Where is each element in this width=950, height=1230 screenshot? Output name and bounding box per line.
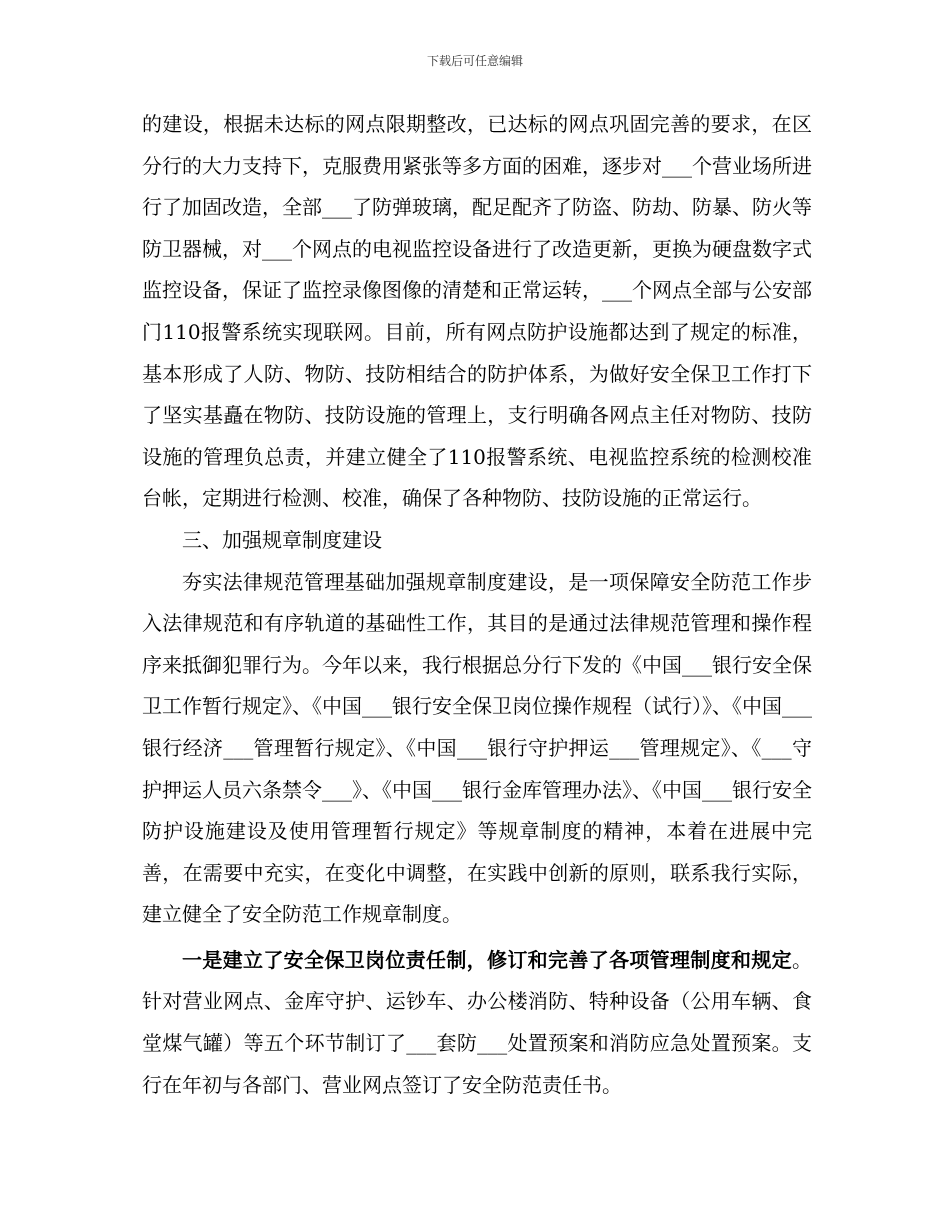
paragraph-responsibility-body: 。针对营业网点、金库守护、运钞车、办公楼消防、特种设备（公用车辆、食堂煤气罐）等五个环节制订了___套防___处置预案和消防应急处置预案。支行在年初与各部门、营业网点签订了安全防范责任书。 [142, 947, 812, 1097]
page-header: 下载后可任意编辑 [426, 54, 523, 68]
paragraph-responsibility-lead: 一是建立了安全保卫岗位责任制，修订和完善了各项管理制度和规定 [182, 947, 792, 972]
paragraph-facilities: 的建设，根据未达标的网点限期整改，已达标的网点巩固完善的要求，在区分行的大力支持下，克服费用紧张等多方面的困难，逐步对___个营业场所进行了加固改造，全部___了防弹玻璃，配足配齐了防盗、防劫、防暴、防火等防卫器械，对___个网点的电视监控设备进行了改造更新，更换为硬盘数字式监控设备，保证了监控录像图像的清楚和正常运转，___个网点全部与公安部门110报警系统实现联网。目前，所有网点防护设施都达到了规定的标准，基本形成了人防、物防、技防相结合的防护体系，为做好安全保卫工作打下了坚实基矗在物防、技防设施的管理上，支行明确各网点主任对物防、技防设施的管理负总责，并建立健全了110报警系统、电视监控系统的检测校准台帐，定期进行检测、校准，确保了各种物防、技防设施的正常运行。 [142, 112, 812, 511]
paragraph-responsibility [142, 940, 812, 1106]
section-heading-3: 三、加强规章制度建设 [182, 527, 382, 552]
paragraph-regulations: 夯实法律规范管理基础加强规章制度建设，是一项保障安全防范工作步入法律规范和有序轨道的基础性工作，其目的是通过法律规范管理和操作程序来抵御犯罪行为。今年以来，我行根据总分行下发的《中国___银行安全保卫工作暂行规定》、《中国___银行安全保卫岗位操作规程（试行）》、《中国___银行经济___管理暂行规定》、《中国___银行守护押运___管理规定》、《___守护押运人员六条禁令___》、《中国___银行金库管理办法》、《中国___银行安全防护设施建设及使用管理暂行规定》等规章制度的精神，本着在进展中完善，在需要中充实，在变化中调整，在实践中创新的原则，联系我行实际，建立健全了安全防范工作规章制度。 [142, 569, 812, 927]
document-body [142, 104, 812, 1106]
